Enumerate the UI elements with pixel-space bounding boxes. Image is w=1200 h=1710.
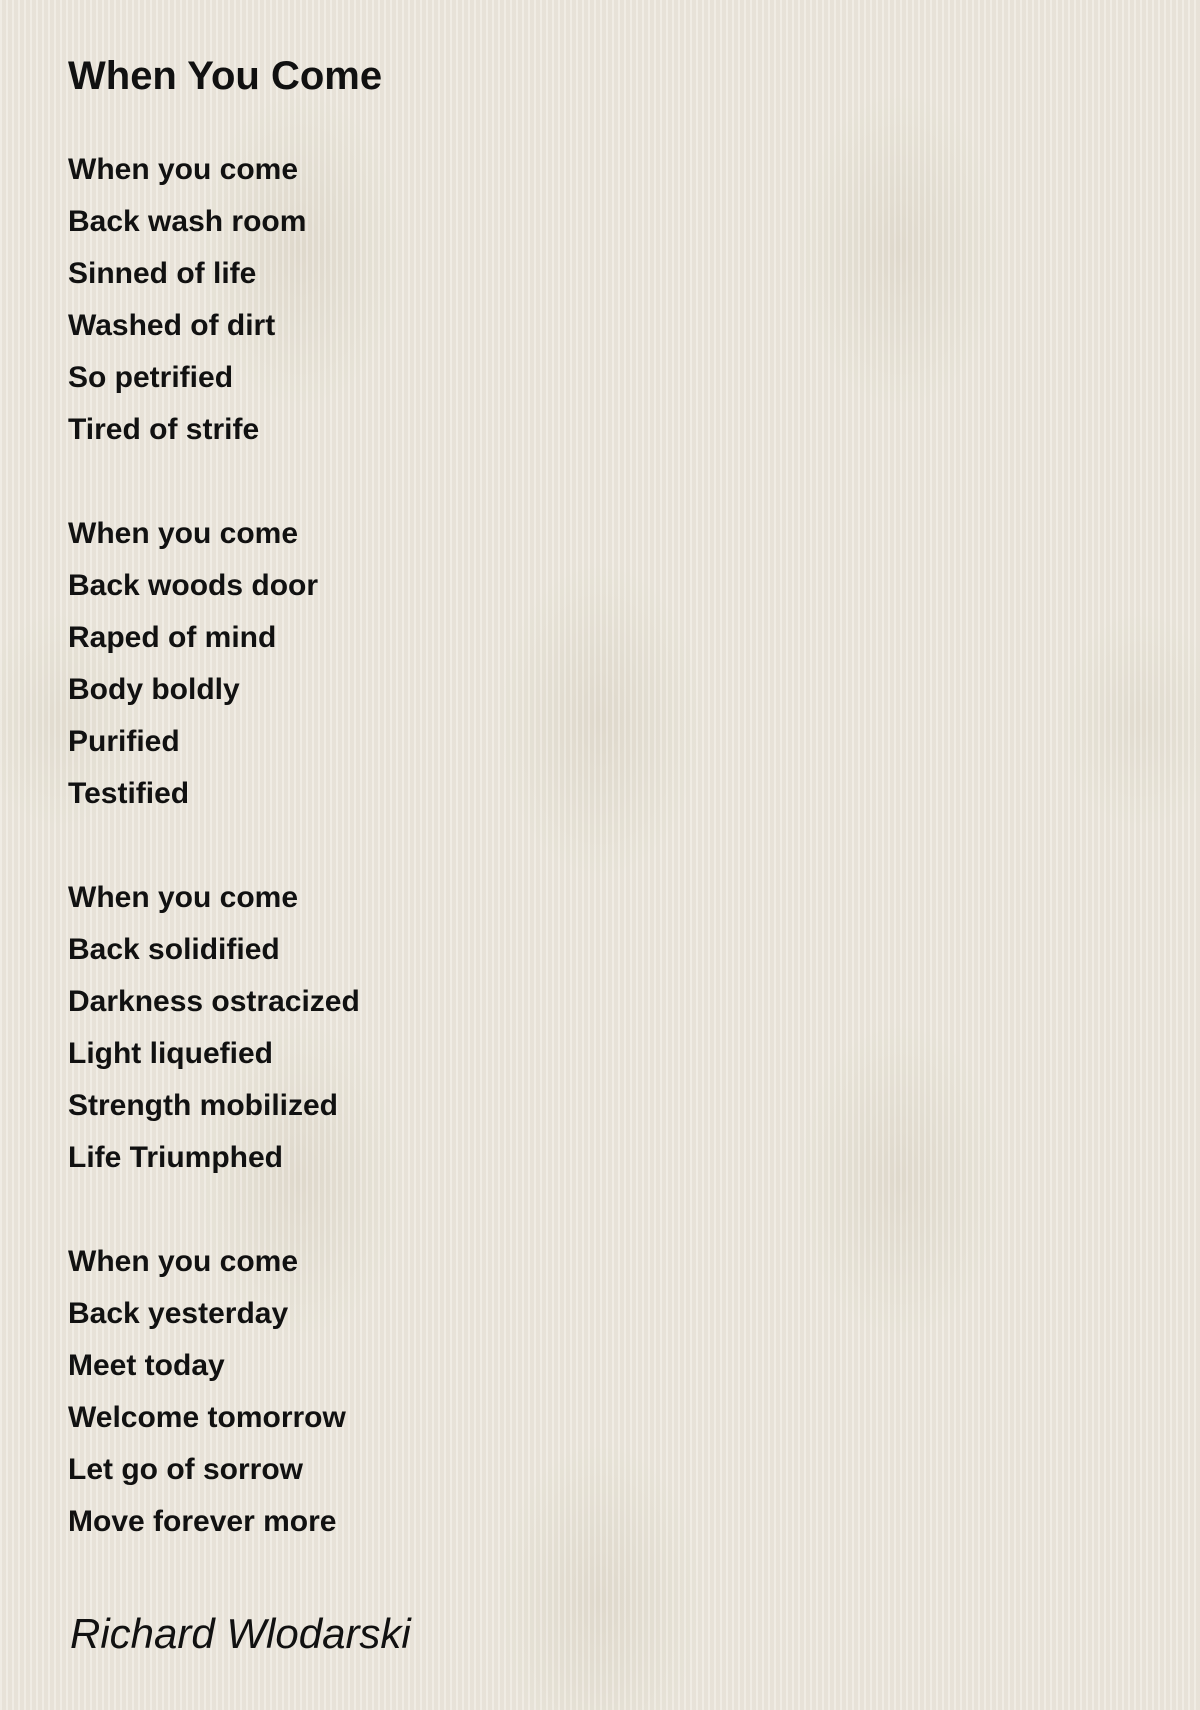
- poem-line: Life Triumphed: [68, 1141, 284, 1174]
- poem-line: Testified: [68, 777, 190, 810]
- poem-line: Purified: [68, 725, 180, 758]
- poem-line: When you come: [68, 1245, 299, 1278]
- poem-line: Sinned of life: [68, 257, 257, 290]
- poem-line: Light liquefied: [68, 1037, 273, 1070]
- stanza-4: [68, 1236, 968, 1548]
- poem-line: Raped of mind: [68, 621, 277, 654]
- poem-author: Richard Wlodarski: [70, 1610, 411, 1657]
- poem-line: Tired of strife: [68, 413, 260, 446]
- poem-line: Back woods door: [68, 569, 319, 602]
- stanza-2: [68, 508, 968, 820]
- stanza-1: [68, 144, 968, 456]
- poem-line: When you come: [68, 153, 299, 186]
- poem-line: Back solidified: [68, 933, 280, 966]
- poem-line: Back wash room: [68, 205, 307, 238]
- poem-line: Body boldly: [68, 673, 240, 706]
- poem-line: Welcome tomorrow: [68, 1401, 346, 1434]
- poem-line: Move forever more: [68, 1505, 337, 1538]
- poem-line: Washed of dirt: [68, 309, 276, 342]
- poem-line: Meet today: [68, 1349, 225, 1382]
- poem-page: [68, 50, 968, 1600]
- poem-title: When You Come: [68, 54, 383, 98]
- poem-line: When you come: [68, 881, 299, 914]
- poem-line: Let go of sorrow: [68, 1453, 303, 1486]
- poem-line: Back yesterday: [68, 1297, 289, 1330]
- poem-line: Strength mobilized: [68, 1089, 338, 1122]
- poem-line: When you come: [68, 517, 299, 550]
- stanza-3: [68, 872, 968, 1184]
- poem-body: [68, 144, 968, 1548]
- poem-line: Darkness ostracized: [68, 985, 360, 1018]
- poem-line: So petrified: [68, 361, 234, 394]
